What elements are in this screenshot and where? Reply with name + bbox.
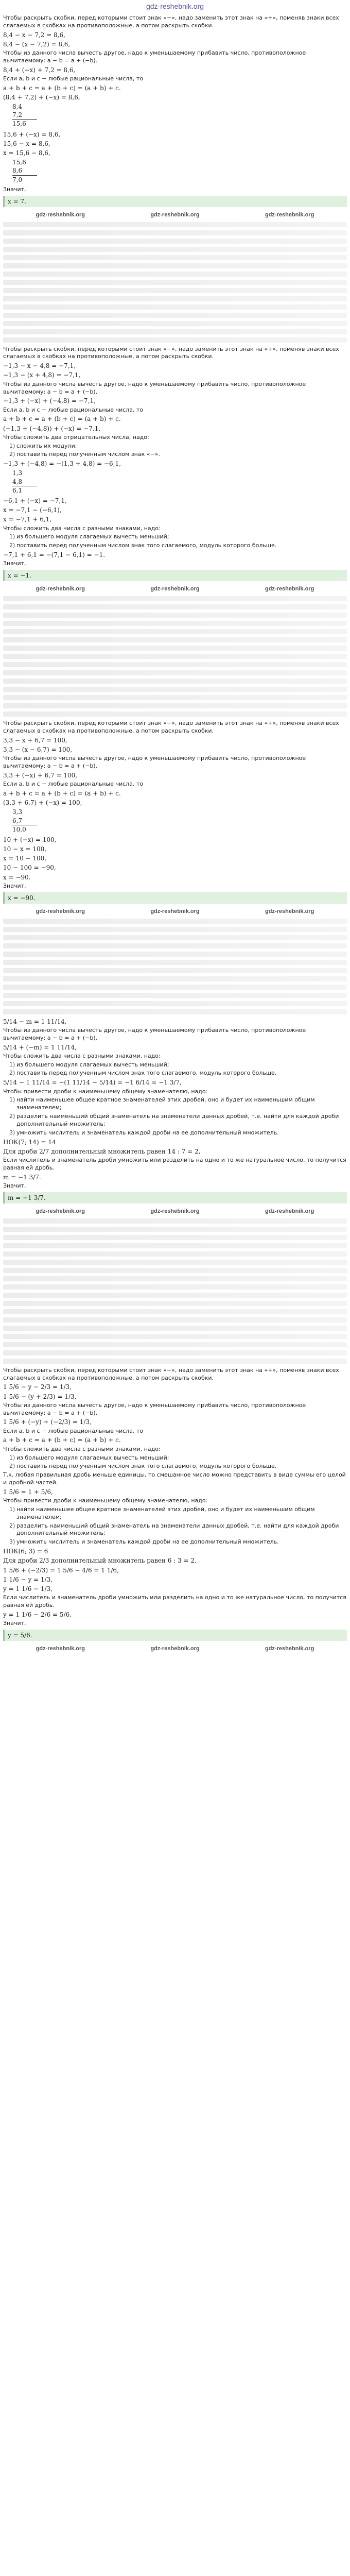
rule-mixed: Т.к. любая правильная дробь меньше единицы, то смешанное число можно представить в виде суммы его целой и дробной частей.	[3, 1471, 346, 1486]
rule-neg-sum: Чтобы сложить два отрицательных числа, надо:	[3, 433, 149, 440]
rule-step: 1) из большего модуля слагаемых вычесть меньший;	[9, 1061, 169, 1068]
eq-line: 1 5/6 = 1 + 5/6,	[3, 1488, 53, 1496]
eq-line: 3,3 − x + 6,7 = 100,	[3, 736, 67, 744]
eq-line: Для дроби 2/7 дополнительный множитель равен 14 : 7 = 2,	[3, 1147, 201, 1155]
answer-label: Значит,	[3, 185, 26, 193]
eq-line: 5/14 + (−m) = 1 11/14,	[3, 1043, 77, 1051]
eq-line: −7,1 + 6,1 = −(7,1 − 6,1) = −1.	[3, 551, 106, 559]
rule-any-abc: Если a, b и c − любые рациональные числа, то	[3, 75, 144, 82]
watermark-row: gdz-reshebnik.org gdz-reshebnik.org gdz-reshebnik.org	[36, 211, 314, 218]
eq-line: x = 10 − 100,	[3, 855, 47, 862]
rule-step: 3) умножить числитель и знаменатель каждой дроби на ее дополнительный множитель.	[9, 1538, 279, 1546]
eq-line: 8,4 + (−x) + 7,2 = 8,6,	[3, 66, 76, 74]
rule-subtract: Чтобы из данного числа вычесть другое, надо к уменьшаемому прибавить число, противоположное вычитаемому: a − b = a + (−b).	[3, 1401, 306, 1416]
eq-line: 10 − x = 100,	[3, 845, 47, 853]
eq-line: 5/14 − m = 1 11/14,	[3, 1018, 67, 1025]
answer-label: Значит,	[3, 560, 26, 567]
rule-step: 1) найти наименьшее общее кратное знаменателей этих дробей, оно и будет их наименьшим общим знаменателем;	[9, 1096, 315, 1111]
eq-line: −1,3 + (−x) + (−4,8) = −7,1,	[3, 397, 96, 405]
rule-common-den: Чтобы привести дроби к наименьшему общему знаменателю, надо:	[3, 1088, 208, 1095]
column-calculation: 8,4 7,2 15,6	[12, 103, 347, 128]
rule-same-den: Если числитель и знаменатель дроби умножить или разделить на одно и то же натуральное число, то получится равная ей дробь.	[3, 1594, 346, 1608]
assoc-law: a + b + c = a + (b + c) = (a + b) + c.	[3, 84, 121, 92]
rule-paren: Чтобы раскрыть скобки, перед которыми стоит знак «−», надо заменить этот знак на «+», поменяв знаки всех слагаемых в скобках на противоположные, а потом раскрыть скобки.	[3, 720, 339, 735]
rule-step: 2) поставить перед полученным числом знак «−».	[9, 451, 160, 458]
rule-step: 1) из большего модуля слагаемых вычесть меньший;	[9, 533, 169, 540]
watermark-row: gdz-reshebnik.org gdz-reshebnik.org gdz-reshebnik.org	[36, 586, 314, 592]
solution-block-3	[3, 720, 347, 1014]
rule-step: 3) умножить числитель и знаменатель каждой дроби на ее дополнительный множитель.	[9, 1129, 279, 1136]
eq-line: 3,3 + (−x) + 6,7 = 100,	[3, 771, 78, 779]
eq-line: 1 5/6 + (−2/3) = 1 5/6 − 4/6 = 1 1/6,	[3, 1566, 119, 1574]
eq-line: x = −90.	[3, 873, 31, 881]
solution-block-4	[3, 1018, 347, 1364]
column-calculation: 3,3 6,7 10,0	[12, 808, 347, 834]
rule-common-den: Чтобы привести дроби к наименьшему общему знаменателю, надо:	[3, 1497, 208, 1504]
site-header[interactable]: gdz-reshebnik.org	[146, 2, 204, 10]
rule-step: 2) разделить наименьший общий знаменатель на знаменатели данных дробей, т.е. найти для каждой дроби дополнительный множитель;	[9, 1522, 339, 1537]
eq-line: 5/14 − 1 11/14 = −(1 11/14 − 5/14) = −1 6/14 = −1 3/7,	[3, 1079, 182, 1087]
eq-line: −1,3 − (x + 4,8) = −7,1,	[3, 371, 81, 379]
rule-any-abc: Если a, b и c − любые рациональные числа, то	[3, 406, 144, 413]
eq-line: −1,3 + (−4,8) = −(1,3 + 4,8) = −6,1,	[3, 460, 121, 468]
rule-any-abc: Если a, b и c − любые рациональные числа, то	[3, 781, 144, 788]
eq-line: 3,3 − (x − 6,7) = 100,	[3, 746, 73, 754]
assoc-law: a + b + c = a + (b + c) = (a + b) + c.	[3, 789, 121, 797]
eq-line: −6,1 + (−x) = −7,1,	[3, 497, 67, 505]
watermark-row: gdz-reshebnik.org gdz-reshebnik.org gdz-reshebnik.org	[36, 908, 314, 914]
answer-box: m = −1 3/7.	[3, 1192, 347, 1204]
eq-line: y = 1 1/6 − 2/6 = 5/6.	[3, 1611, 72, 1618]
eq-line: 8,4 − (x − 7,2) = 8,6,	[3, 40, 71, 48]
rule-diff-sign: Чтобы сложить два числа с разными знаками, надо:	[3, 1052, 161, 1059]
eq-line: 8,4 − x − 7,2 = 8,6,	[3, 31, 65, 39]
eq-line: НОК(7; 14) = 14	[3, 1138, 56, 1146]
eq-line: y = 1 1/6 − 1/3,	[3, 1585, 53, 1592]
rule-same-den: Если числитель и знаменатель дроби умножить или разделить на одно и то же натуральное число, то получится равная ей дробь.	[3, 1156, 346, 1171]
eq-line: 1 5/6 − (y + 2/3) = 1/3,	[3, 1393, 77, 1400]
eq-line: (3,3 + 6,7) + (−x) = 100,	[3, 799, 82, 807]
eq-line: (−1,3 + (−4,8)) + (−x) = −7,1,	[3, 425, 101, 432]
answer-label: Значит,	[3, 882, 26, 889]
rule-paren: Чтобы раскрыть скобки, перед которыми стоит знак «−», надо заменить этот знак на «+», поменяв знаки всех слагаемых в скобках на противоположные, а потом раскрыть скобки.	[3, 345, 339, 360]
rule-step: 1) найти наименьшее общее кратное знаменателей этих дробей, оно и будет их наименьшим общим знаменателем;	[9, 1505, 315, 1520]
assoc-law: a + b + c = a + (b + c) = (a + b) + c.	[3, 1436, 121, 1444]
rule-any-abc: Если a, b и c − любые рациональные числа, то	[3, 1427, 144, 1434]
eq-line: x = −7,1 − (−6,1),	[3, 506, 62, 514]
eq-line: m = −1 3/7.	[3, 1173, 41, 1181]
eq-line: 1 1/6 − y = 1/3,	[3, 1575, 53, 1583]
assoc-law: a + b + c = a + (b + c) = (a + b) + c.	[3, 415, 121, 423]
rule-step: 2) поставить перед полученным числом знак того слагаемого, модуль которого больше.	[9, 542, 277, 549]
watermark-row: gdz-reshebnik.org gdz-reshebnik.org gdz-reshebnik.org	[36, 1645, 314, 1652]
eq-line: 1 5/6 + (−y) + (−2/3) = 1/3,	[3, 1418, 92, 1426]
solution-block-1	[3, 14, 347, 343]
eq-line: −1,3 − x − 4,8 = −7,1,	[3, 362, 76, 370]
eq-line: (8,4 + 7,2) + (−x) = 8,6,	[3, 93, 80, 101]
eq-line: x = −7,1 + 6,1,	[3, 516, 52, 523]
eq-line: x = 15,6 − 8,6,	[3, 149, 50, 157]
rule-paren: Чтобы раскрыть скобки, перед которыми стоит знак «−», надо заменить этот знак на «+», поменяв знаки всех слагаемых в скобках на противоположные, а потом раскрыть скобки.	[3, 14, 339, 29]
eq-line: 15,6 + (−x) = 8,6,	[3, 130, 61, 138]
answer-label: Значит,	[3, 1619, 26, 1626]
watermark-row: gdz-reshebnik.org gdz-reshebnik.org gdz-reshebnik.org	[36, 1208, 314, 1214]
rule-step: 2) поставить перед полученным числом знак того слагаемого, модуль которого больше.	[9, 1463, 277, 1470]
rule-subtract: Чтобы из данного числа вычесть другое, надо к уменьшаемому прибавить число, противоположное вычитаемому: a − b = a + (−b).	[3, 49, 306, 64]
eq-line: 10 − 100 = −90,	[3, 864, 56, 872]
rule-subtract: Чтобы из данного числа вычесть другое, надо к уменьшаемому прибавить число, противоположное вычитаемому: a − b = a + (−b).	[3, 755, 306, 770]
rule-diff-sign: Чтобы сложить два числа с разными знаками, надо:	[3, 1445, 161, 1452]
column-calculation: 15,6 8,6 7,0	[12, 158, 347, 184]
rule-paren: Чтобы раскрыть скобки, перед которыми стоит знак «−», надо заменить этот знак на «+», поменяв знаки всех слагаемых в скобках на противоположные, а потом раскрыть скобки.	[3, 1366, 339, 1381]
answer-box: x = −1.	[3, 570, 347, 581]
eq-line: 10 + (−x) = 100,	[3, 836, 57, 843]
rule-subtract: Чтобы из данного числа вычесть другое, надо к уменьшаемому прибавить число, противоположное вычитаемому: a − b = a + (−b).	[3, 380, 306, 395]
eq-line: Для дроби 2/3 дополнительный множитель равен 6 : 3 = 2,	[3, 1557, 197, 1565]
answer-box: x = 7.	[3, 196, 347, 207]
answer-box: x = −90.	[3, 892, 347, 904]
answer-box: y = 5/6.	[3, 1630, 347, 1641]
eq-line: 15,6 − x = 8,6,	[3, 140, 50, 147]
answer-label: Значит,	[3, 1182, 26, 1189]
solution-block-2	[3, 346, 347, 717]
column-calculation: 1,3 4,8 6,1	[12, 469, 347, 495]
solution-block-5	[3, 1367, 347, 1653]
eq-line: НОК(6; 3) = 6	[3, 1548, 48, 1555]
rule-step: 1) из большего модуля слагаемых вычесть меньший;	[9, 1454, 169, 1461]
rule-diff-sign: Чтобы сложить два числа с разными знаками, надо:	[3, 524, 161, 532]
rule-step: 2) поставить перед полученным числом знак того слагаемого, модуль которого больше.	[9, 1070, 277, 1077]
rule-subtract: Чтобы из данного числа вычесть другое, надо к уменьшаемому прибавить число, противоположное вычитаемому: a − b = a + (−b).	[3, 1026, 306, 1041]
rule-step: 2) разделить наименьший общий знаменатель на знаменатели данных дробей, т.е. найти для каждой дроби дополнительный множитель;	[9, 1113, 339, 1127]
rule-step: 1) сложить их модули;	[9, 442, 77, 449]
eq-line: 1 5/6 − y − 2/3 = 1/3,	[3, 1383, 72, 1391]
